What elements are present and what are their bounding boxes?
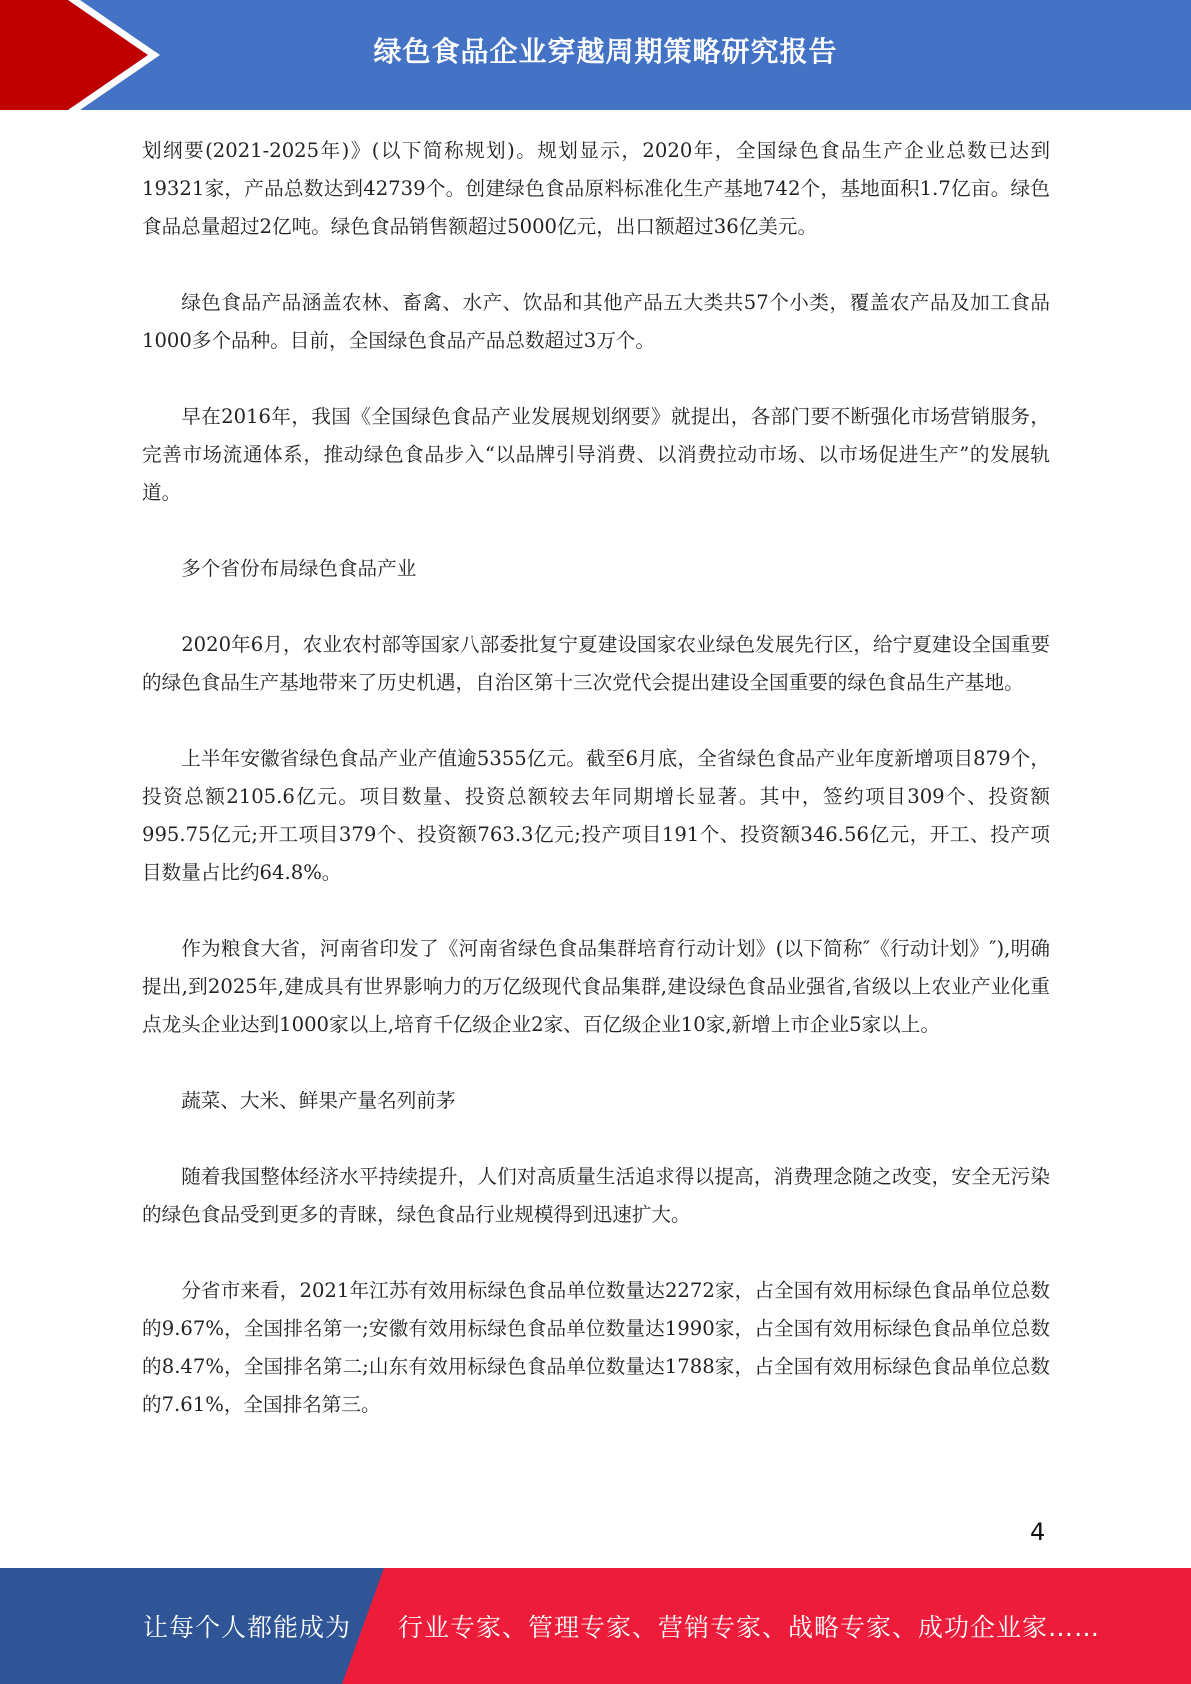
paragraph: 绿色食品产品涵盖农林、畜禽、水产、饮品和其他产品五大类共57个小类，覆盖农产品及加工食品1000多个品种。目前，全国绿色食品产品总数超过3万个。 <box>142 291 1050 352</box>
paragraph: 分省市来看，2021年江苏有效用标绿色食品单位数量达2272家，占全国有效用标绿色食品单位总数的9.67%，全国排名第一;安徽有效用标绿色食品单位数量达1990家，占全国有效用标绿色食品单位总数的8.47%，全国排名第二;山东有效用标绿色食品单位数量达1788家，占全国有效用标绿色食品单位总数的7.61%，全国排名第三。 <box>142 1279 1050 1416</box>
document-body <box>142 132 1050 1462</box>
section-heading: 多个省份布局绿色食品产业 <box>181 557 417 580</box>
paragraph: 随着我国整体经济水平持续提升，人们对高质量生活追求得以提高，消费理念随之改变，安全无污染的绿色食品受到更多的青睐，绿色食品行业规模得到迅速扩大。 <box>142 1165 1050 1226</box>
paragraph: 上半年安徽省绿色食品产业产值逾5355亿元。截至6月底，全省绿色食品产业年度新增项目879个，投资总额2105.6亿元。项目数量、投资总额较去年同期增长显著。其中，签约项目309个、投资额995.75亿元;开工项目379个、投资额763.3亿元;投产项目191个、投资额346.56亿元，开工、投产项目数量占比约64.8%。 <box>142 747 1050 884</box>
paragraph: 2020年6月，农业农村部等国家八部委批复宁夏建设国家农业绿色发展先行区，给宁夏建设全国重要的绿色食品生产基地带来了历史机遇，自治区第十三次党代会提出建设全国重要的绿色食品生产基地。 <box>142 633 1050 694</box>
report-title: 绿色食品企业穿越周期策略研究报告 <box>373 35 838 68</box>
paragraph: 划纲要(2021-2025年)》(以下简称规划)。规划显示，2020年，全国绿色食品生产企业总数已达到19321家，产品总数达到42739个。创建绿色食品原料标准化生产基地742个，基地面积1.7亿亩。绿色食品总量超过2亿吨。绿色食品销售额超过5000亿元，出口额超过36亿美元。 <box>142 139 1050 238</box>
paragraph: 早在2016年，我国《全国绿色食品产业发展规划纲要》就提出，各部门要不断强化市场营销服务，完善市场流通体系，推动绿色食品步入“以品牌引导消费、以消费拉动市场、以市场促进生产”的发展轨道。 <box>142 405 1050 504</box>
section-heading: 蔬菜、大米、鲜果产量名列前茅 <box>181 1089 456 1112</box>
footer-slogan-right: 行业专家、管理专家、营销专家、战略专家、成功企业家…… <box>398 1613 1101 1642</box>
paragraph: 作为粮食大省，河南省印发了《河南省绿色食品集群培育行动计划》(以下简称″《行动计划》″),明确提出,到2025年,建成具有世界影响力的万亿级现代食品集群,建设绿色食品业强省,省级以上农业产业化重点龙头企业达到1000家以上,培育千亿级企业2家、百亿级企业10家,新增上市企业5家以上。 <box>142 937 1050 1036</box>
footer-slogan-left: 让每个人都能成为 <box>143 1613 352 1642</box>
page-header <box>0 0 1191 110</box>
page-number: 4 <box>1030 1518 1046 1546</box>
page-footer <box>0 1568 1191 1684</box>
